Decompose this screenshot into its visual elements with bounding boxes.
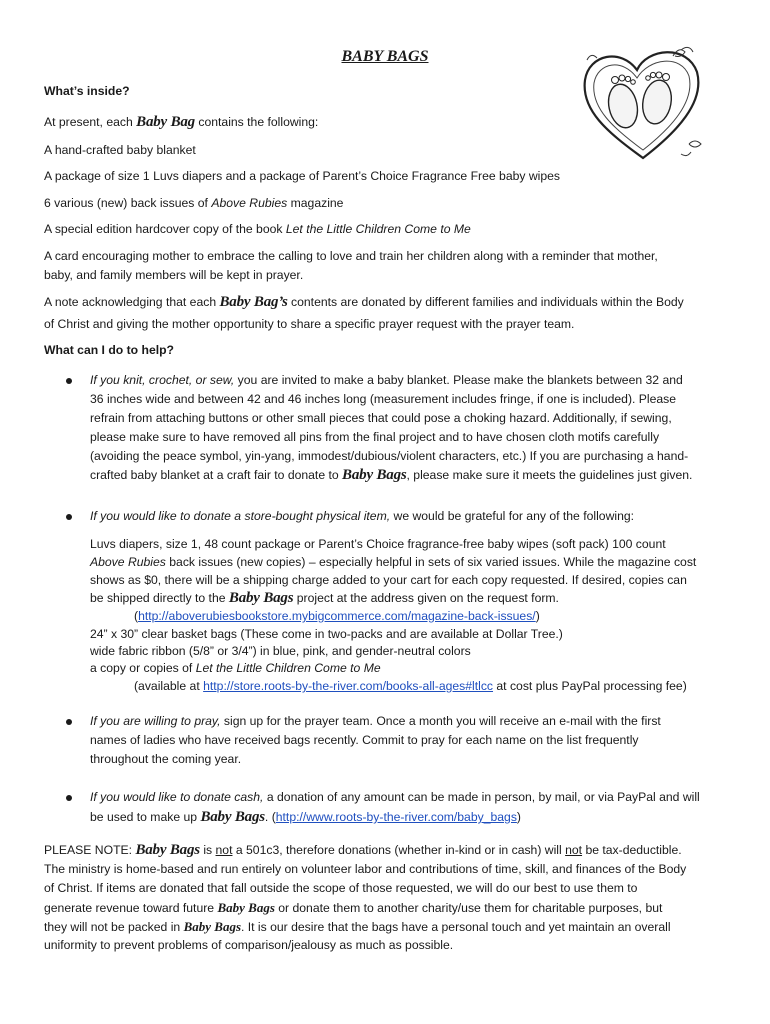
cash-l2-mid: . (: [264, 810, 276, 824]
intro-pre: At present, each: [44, 115, 133, 129]
pray-lead: If you are willing to pray,: [90, 714, 221, 728]
brand-plural: Baby Bags: [228, 590, 294, 606]
cash-line1: [90, 790, 700, 805]
avail-pre: (available at: [134, 679, 200, 693]
cash-line2: [90, 810, 521, 825]
intro-post: contains the following:: [198, 115, 319, 129]
store-ribbon: wide fabric ribbon (5/8” or 3/4”) in blue, pink, and gender-neutral colors: [90, 644, 471, 658]
book-title: Let the Little Children Come to Me: [285, 222, 471, 236]
knit-line4: please make sure to have removed all pins from the final project and to have chosen cloth motifs carefully: [90, 430, 660, 444]
note-post: contents are donated by different families and individuals within the Body: [291, 295, 684, 309]
baby-feet-heart-logo: [577, 40, 709, 168]
note-line2: The ministry is home-based and run entirely on volunteer labor and contributions of time, skill, and finances of the Body: [44, 862, 687, 876]
document-title: BABY BAGS: [341, 48, 429, 65]
note-line4: [44, 900, 662, 916]
pray-line1: [90, 714, 661, 729]
cash-lead: If you would like to donate cash,: [90, 790, 264, 804]
rubies-l3-post: project at the address given on the request form.: [296, 591, 559, 605]
item-blanket: A hand-crafted baby blanket: [44, 143, 196, 157]
store-line1: [90, 509, 634, 524]
knit-line5: (avoiding the peace symbol, yin-yang, immodest/dubious/violent characters, etc.) If you are purchasing a hand-: [90, 449, 689, 463]
magazine-post: magazine: [290, 196, 344, 210]
note-mid: a 501c3, therefore donations (whether in-kind or in cash) will: [235, 843, 562, 857]
cash-l2-post: ): [516, 810, 521, 824]
brand-name: Baby Bag: [136, 114, 195, 130]
brand-plural: Baby Bags: [135, 842, 200, 858]
knit-lead: If you knit, crochet, or sew,: [90, 373, 235, 387]
note-not-1: not: [215, 843, 233, 857]
copies-pre: a copy or copies of: [90, 661, 193, 675]
knit-l6-pre: crafted baby blanket at a craft fair to donate to: [90, 468, 339, 482]
note-post: be tax-deductible.: [585, 843, 682, 857]
knit-l1: you are invited to make a baby blanket. Please make the blankets between 32 and: [237, 373, 683, 387]
brand-possessive: Baby Bag’s: [219, 294, 288, 310]
knit-l6-post: , please make sure it meets the guidelines just given.: [406, 468, 693, 482]
store-diapers: Luvs diapers, size 1, 48 count package or Parent’s Choice fragrance-free baby wipes (soft pack) 100 count: [90, 537, 666, 551]
rubies-title: Above Rubies: [90, 555, 166, 569]
magazine-title: Above Rubies: [211, 196, 288, 210]
magazine-pre: 6 various (new) back issues of: [44, 196, 208, 210]
book-pre: A special edition hardcover copy of the book: [44, 222, 283, 236]
whats-inside-heading: What’s inside?: [44, 84, 130, 98]
store-availability: [134, 679, 687, 694]
bullet-dot: [66, 719, 72, 725]
note-pre: A note acknowledging that each: [44, 295, 217, 309]
knit-line1: [90, 373, 683, 388]
brand-plural: Baby Bags: [200, 809, 265, 825]
bullet-dot: [66, 795, 72, 801]
item-card-line1: A card encouraging mother to embrace the calling to love and train her children along with a reminder that mother,: [44, 249, 658, 263]
note-l5-post: . It is our desire that the bags have a personal touch and yet maintain an overall: [241, 920, 671, 934]
baby-bags-link[interactable]: http://www.roots-by-the-river.com/baby_bags: [275, 810, 517, 824]
item-magazine: [44, 196, 343, 211]
brand-plural: Baby Bags: [183, 919, 241, 934]
bullet-dot: [66, 378, 72, 384]
avail-post: at cost plus PayPal processing fee): [496, 679, 687, 693]
note-line3: of Christ. If items are donated that fall outside the scope of those requested, we will do our best to use them to: [44, 881, 638, 895]
item-diapers: A package of size 1 Luvs diapers and a package of Parent’s Choice Fragrance Free baby wipes: [44, 169, 561, 183]
knit-line6: [90, 468, 692, 483]
item-book: [44, 222, 471, 237]
store-copies: [90, 661, 381, 676]
store-rubies-line1: [90, 555, 696, 570]
paren-close: ): [535, 609, 540, 623]
bullet-dot: [66, 514, 72, 520]
intro-line: [44, 115, 318, 130]
note-l4-pre: generate revenue toward future: [44, 901, 215, 915]
note-l5-pre: they will not be packed in: [44, 920, 181, 934]
pray-line3: throughout the coming year.: [90, 752, 242, 766]
note-line5: [44, 919, 671, 935]
brand-plural: Baby Bags: [342, 467, 407, 483]
note-line6: uniformity to prevent problems of comparison/jealousy as much as possible.: [44, 938, 454, 952]
note-is: is: [203, 843, 213, 857]
item-note-line2: of Christ and giving the mother opportunity to share a specific prayer request with the prayer team.: [44, 317, 575, 331]
rubies-post: back issues (new copies) – especially helpful in sets of six varied issues. While the magazine cost: [169, 555, 697, 569]
cash-l1: a donation of any amount can be made in person, by mail, or via PayPal and will: [266, 790, 700, 804]
item-card-line2: baby, and family members will be kept in prayer.: [44, 268, 304, 282]
item-note-line1: [44, 295, 684, 310]
copies-title: Let the Little Children Come to Me: [195, 661, 381, 675]
store-rubies-line3: [90, 591, 559, 606]
rubies-l3-pre: be shipped directly to the: [90, 591, 226, 605]
knit-line2: 36 inches wide and between 42 and 46 inches long (measurement includes fringe, if one is included). Please: [90, 392, 677, 406]
cash-l2-pre: be used to make up: [90, 810, 198, 824]
pray-line2: names of ladies who have received bags recently. Commit to pray for each name on the list frequently: [90, 733, 639, 747]
pray-l1: sign up for the prayer team. Once a month you will receive an e-mail with the first: [223, 714, 661, 728]
note-line1: [44, 843, 682, 858]
note-l4-post: or donate them to another charity/use them for charitable purposes, but: [278, 901, 663, 915]
brand-plural: Baby Bags: [217, 900, 275, 915]
paren-open: (: [134, 609, 139, 623]
note-not-2: not: [565, 843, 583, 857]
help-heading: What can I do to help?: [44, 343, 174, 357]
store-basket: 24” x 30” clear basket bags (These come in two-packs and are available at Dollar Tree.): [90, 627, 563, 641]
roots-store-link[interactable]: http://store.roots-by-the-river.com/books-all-ages#ltlcc: [203, 679, 494, 693]
above-rubies-link[interactable]: http://aboverubiesbookstore.mybigcommerce.com/magazine-back-issues/: [138, 609, 536, 623]
store-rubies-line2: shows as $0, there will be a shipping charge added to your cart for each copy requested. If desired, copies can: [90, 573, 687, 587]
store-lead: If you would like to donate a store-bought physical item,: [90, 509, 391, 523]
knit-line3: refrain from attaching buttons or other small pieces that could pose a choking hazard. Additionally, if sewing,: [90, 411, 672, 425]
please-note-label: PLEASE NOTE:: [44, 843, 133, 857]
rubies-link-line: [134, 609, 540, 624]
store-l1: we would be grateful for any of the following:: [393, 509, 635, 523]
